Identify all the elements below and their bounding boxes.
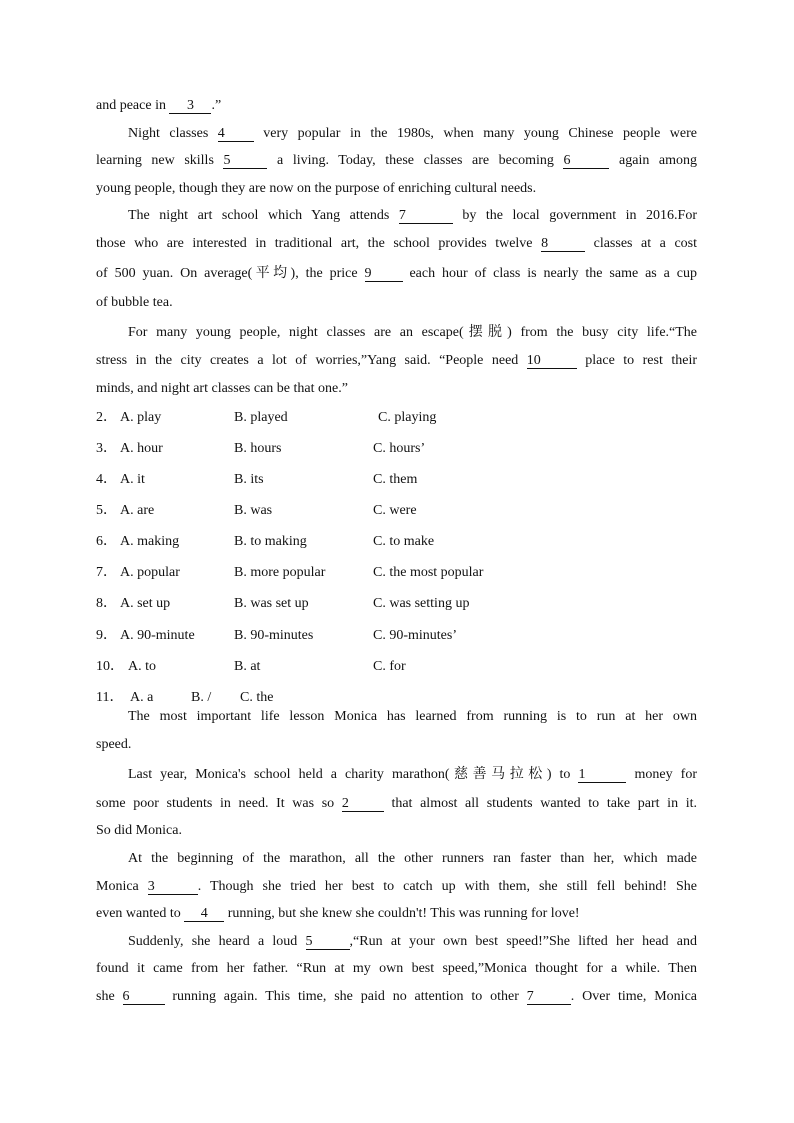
option-c: C. hours’: [373, 441, 426, 456]
option-c: C. for: [373, 659, 406, 674]
option-a: A. it: [120, 472, 145, 487]
question-number: 5．: [96, 503, 117, 518]
option-c: C. were: [373, 503, 417, 518]
option-a: A. to: [128, 659, 156, 674]
blank-1: 1: [578, 767, 626, 783]
passage1-line: young people, though they are now on the purpose of enriching cultural needs.: [96, 181, 537, 196]
option-c: C. them: [373, 472, 418, 487]
question-number: 2．: [96, 410, 117, 425]
passage1-line: Night classes 4 very popular in the 1980s, when many young Chinese people were: [128, 126, 697, 141]
passage2-line: speed.: [96, 737, 132, 752]
passage1-line: minds, and night art classes can be that one.”: [96, 381, 348, 396]
blank-6: 6: [563, 153, 609, 169]
blank-7: 7: [399, 208, 453, 224]
blank-10: 10: [527, 353, 577, 369]
passage2-line: Last year, Monica's school held a charity marathon(慈善马拉松) to 1 money for: [128, 766, 697, 782]
option-c: C. to make: [373, 534, 435, 549]
option-b: B. to making: [234, 534, 307, 549]
passage1-line: For many young people, night classes are an escape(摆脱) from the busy city life.“The: [128, 324, 698, 340]
option-c: C. the most popular: [373, 565, 484, 580]
passage1-line: and peace in 3 .”: [96, 98, 222, 113]
passage2-line: Monica 3 . Though she tried her best to catch up with them, she still fell behind! She: [96, 879, 698, 894]
option-c: C. playing: [378, 410, 437, 425]
option-b: B. 90-minutes: [234, 628, 314, 643]
passage2-line: even wanted to 4 running, but she knew she couldn't! This was running for love!: [96, 906, 580, 921]
blank-5: 5: [306, 934, 350, 950]
option-a: A. popular: [120, 565, 180, 580]
option-c: C. was setting up: [373, 596, 470, 611]
passage2-line: some poor students in need. It was so 2 that almost all students wanted to take part in it.: [96, 796, 697, 811]
option-a: A. a: [130, 690, 154, 705]
passage2-line: At the beginning of the marathon, all the other runners ran faster than her, which made: [128, 851, 697, 866]
option-a: A. set up: [120, 596, 171, 611]
blank-4: 4: [184, 906, 224, 922]
option-b: B. was set up: [234, 596, 309, 611]
question-number: 4．: [96, 472, 117, 487]
option-b: B. its: [234, 472, 264, 487]
passage1-line: learning new skills 5 a living. Today, these classes are becoming 6 again among: [96, 153, 698, 168]
blank-2: 2: [342, 796, 384, 812]
option-a: A. 90-minute: [120, 628, 195, 643]
option-c: C. the: [240, 690, 274, 705]
passage2-line: Suddenly, she heard a loud 5 ,“Run at your own best speed!”She lifted her head and: [128, 934, 698, 949]
option-b: B. more popular: [234, 565, 326, 580]
option-b: B. at: [234, 659, 261, 674]
question-number: 7．: [96, 565, 117, 580]
blank-4: 4: [218, 126, 254, 142]
question-number: 3．: [96, 441, 117, 456]
option-a: A. are: [120, 503, 155, 518]
blank-6: 6: [123, 989, 165, 1005]
option-b: B. hours: [234, 441, 282, 456]
passage2-line: The most important life lesson Monica has learned from running is to run at her own: [128, 709, 697, 724]
blank-7: 7: [527, 989, 571, 1005]
passage1-line: of bubble tea.: [96, 295, 173, 310]
passage2-line: So did Monica.: [96, 823, 182, 838]
question-number: 11．: [96, 690, 124, 705]
option-b: B. played: [234, 410, 288, 425]
option-a: A. hour: [120, 441, 163, 456]
blank-8: 8: [541, 236, 585, 252]
option-a: A. making: [120, 534, 180, 549]
blank-3: 3: [169, 98, 211, 114]
passage2-line: found it came from her father. “Run at my own best speed,”Monica thought for a while. Then: [96, 961, 697, 976]
option-c: C. 90-minutes’: [373, 628, 457, 643]
passage1-line: those who are interested in traditional art, the school provides twelve 8 classes at a cost: [96, 236, 697, 251]
passage1-line: stress in the city creates a lot of worries,”Yang said. “People need 10 place to rest their: [96, 353, 697, 368]
passage1-line: The night art school which Yang attends 7 by the local government in 2016.For: [128, 208, 697, 223]
blank-5: 5: [223, 153, 267, 169]
question-number: 10．: [96, 659, 124, 674]
option-a: A. play: [120, 410, 162, 425]
question-number: 6．: [96, 534, 117, 549]
blank-3: 3: [148, 879, 198, 895]
option-b: B. was: [234, 503, 273, 518]
blank-9: 9: [365, 266, 403, 282]
option-b: B. /: [191, 690, 212, 705]
question-number: 9．: [96, 628, 117, 643]
passage2-line: she 6 running again. This time, she paid no attention to other 7 . Over time, Monica: [96, 989, 697, 1004]
passage1-line: of 500 yuan. On average(平均), the price 9 each hour of class is nearly the same as a cup: [96, 265, 697, 281]
question-number: 8．: [96, 596, 117, 611]
